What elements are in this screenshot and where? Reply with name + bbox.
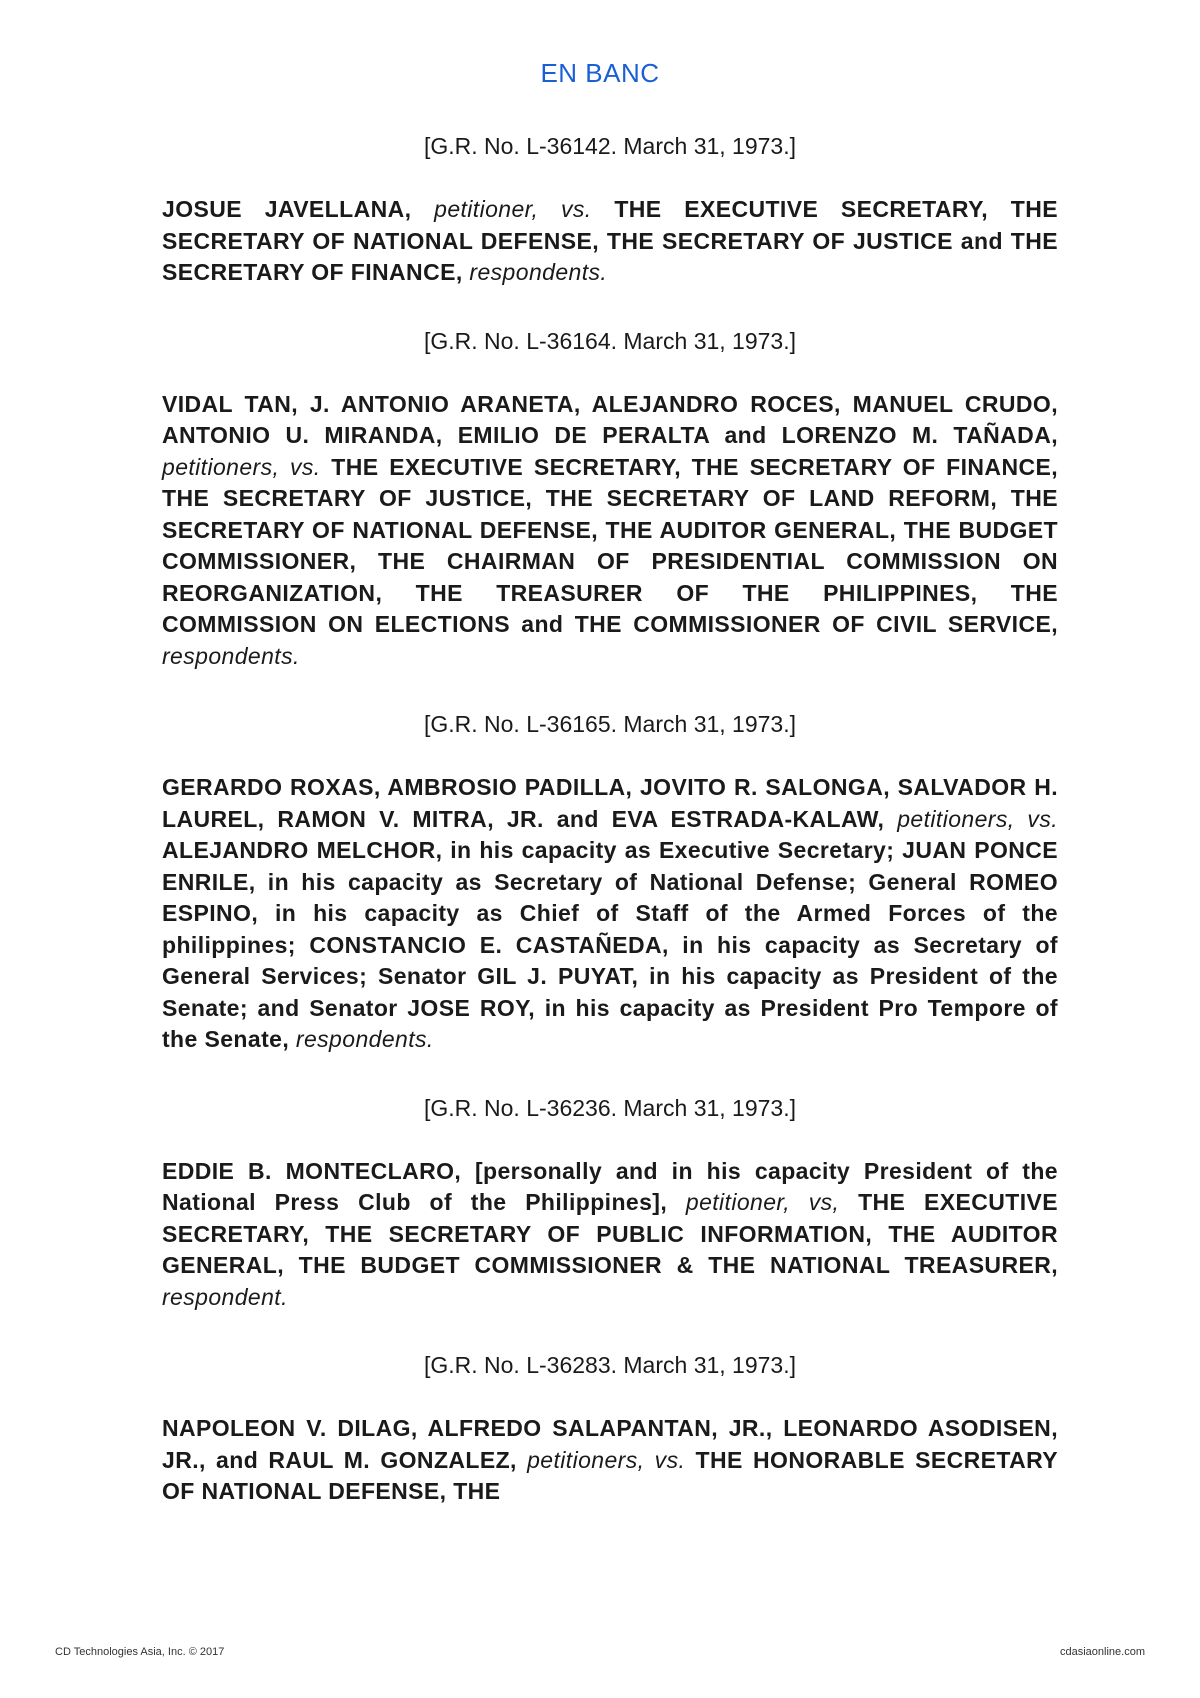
party-names: EDDIE B. MONTECLARO, [personally and in his capacity President of the National Press Club of the Philippines], <box>162 1157 1058 1215</box>
party-role: petitioners, vs. <box>527 1446 696 1473</box>
case-parties <box>162 389 1058 673</box>
case-parties <box>162 1156 1058 1314</box>
gr-number: [G.R. No. L-36142. March 31, 1973.] <box>423 133 797 159</box>
footer-copyright: CD Technologies Asia, Inc. © 2017 <box>55 1646 225 1658</box>
party-names: GERARDO ROXAS, AMBROSIO PADILLA, JOVITO R. SALONGA, SALVADOR H. LAUREL, RAMON V. MITRA, JR. and EVA ESTRADA-KALAW, <box>162 774 1058 832</box>
case-parties <box>162 772 1058 1056</box>
footer-website: cdasiaonline.com <box>1060 1646 1145 1658</box>
party-names: VIDAL TAN, J. ANTONIO ARANETA, ALEJANDRO ROCES, MANUEL CRUDO, ANTONIO U. MIRANDA, EMILIO DE PERALTA and LORENZO M. TAÑADA, <box>162 390 1058 448</box>
division-heading: EN BANC <box>540 58 660 88</box>
party-role: petitioners, vs. <box>897 805 1059 832</box>
case-parties <box>162 194 1058 289</box>
case-captions <box>162 130 1058 1544</box>
party-names: THE EXECUTIVE SECRETARY, THE SECRETARY OF FINANCE, THE SECRETARY OF JUSTICE, THE SECRETARY OF LAND REFORM, THE SECRETARY OF NATIONAL DEFENSE, THE AUDITOR GENERAL, THE BUDGET COMMISSIONER, THE CHAIRMAN OF PRESIDENTIAL COMMISSION ON REORGANIZATION, THE TREASURER OF THE PHILIPPINES, THE COMMISSION ON ELECTIONS and THE COMMISSIONER OF CIVIL SERVICE, <box>162 453 1058 637</box>
party-names: JOSUE JAVELLANA, <box>162 196 435 222</box>
gr-number: [G.R. No. L-36165. March 31, 1973.] <box>423 711 797 737</box>
party-role: respondent. <box>162 1283 288 1310</box>
party-role: petitioner, vs. <box>434 196 615 222</box>
party-role: respondents. <box>295 1026 434 1052</box>
gr-number: [G.R. No. L-36283. March 31, 1973.] <box>423 1352 797 1378</box>
gr-number: [G.R. No. L-36164. March 31, 1973.] <box>423 327 797 354</box>
party-names: ALEJANDRO MELCHOR, in his capacity as Executive Secretary; JUAN PONCE ENRILE, in his capacity as Secretary of National Defense; General ROMEO ESPINO, in his capacity as Chief of Staff of the Armed Forces of the philippines; CONSTANCIO E. CASTAÑEDA, in his capacity as Secretary of General Services; Senator GIL J. PUYAT, in his capacity as President of the Senate; and Senator JOSE ROY, in his capacity as President Pro Tempore of the Senate, <box>162 837 1058 1052</box>
party-role: petitioner, vs, <box>685 1189 859 1215</box>
party-role: petitioners, vs. <box>162 453 332 480</box>
party-names: NAPOLEON V. DILAG, ALFREDO SALAPANTAN, JR., LEONARDO ASODISEN, JR., and RAUL M. GONZALEZ, <box>162 1415 1058 1473</box>
party-role: respondents. <box>162 642 300 669</box>
gr-number: [G.R. No. L-36236. March 31, 1973.] <box>423 1094 797 1121</box>
case-parties <box>162 1413 1058 1508</box>
party-names: THE EXECUTIVE SECRETARY, THE SECRETARY OF NATIONAL DEFENSE, THE SECRETARY OF JUSTICE and THE SECRETARY OF FINANCE, <box>162 196 1058 285</box>
party-names: THE EXECUTIVE SECRETARY, THE SECRETARY OF PUBLIC INFORMATION, THE AUDITOR GENERAL, THE BUDGET COMMISSIONER & THE NATIONAL TREASURER, <box>162 1189 1058 1278</box>
party-names: THE HONORABLE SECRETARY OF NATIONAL DEFENSE, THE <box>162 1446 1058 1504</box>
party-role: respondents. <box>469 259 608 285</box>
